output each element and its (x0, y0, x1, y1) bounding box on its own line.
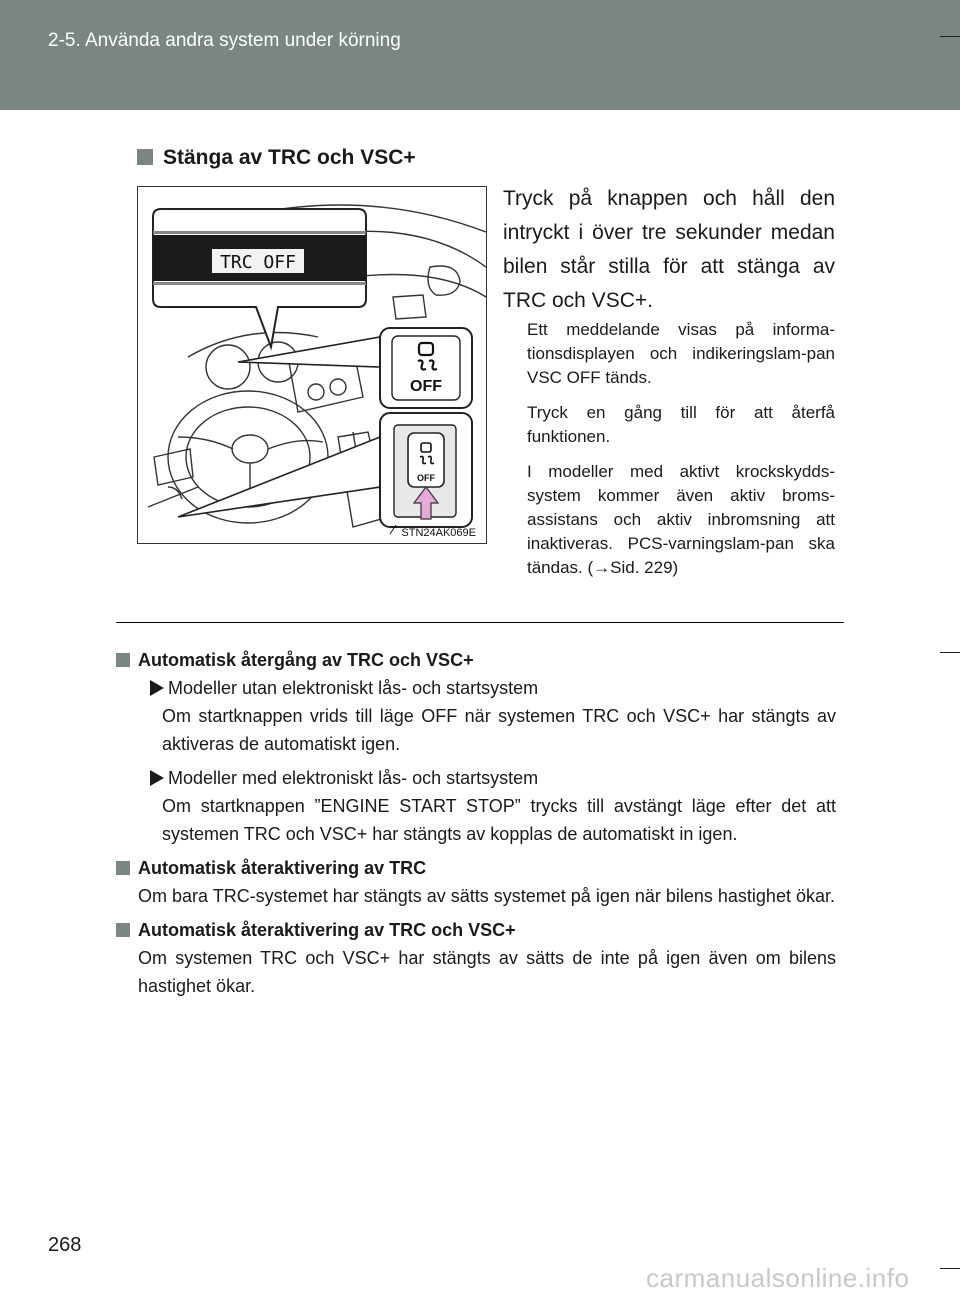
crop-mark (940, 1268, 960, 1269)
notes (527, 318, 835, 591)
trc-off-display-text: TRC OFF (220, 252, 296, 273)
figure-code: STN24AK069E (401, 527, 476, 539)
info-heading (116, 916, 836, 944)
switch-off-label: OFF (417, 473, 435, 483)
info-subheading-text: Modeller utan elektroniskt lås- och startsystem (168, 678, 539, 698)
square-bullet-icon (116, 923, 130, 937)
note-item: I modeller med aktivt krockskydds-system kommer även aktiv broms-assistans och aktiv inbromsning att inaktiveras. PCS-varningslam-pan ska tändas. (→Sid. 229) (527, 462, 835, 577)
square-bullet-icon (116, 653, 130, 667)
section-title (137, 146, 416, 170)
info-subheading (138, 764, 836, 792)
info-paragraph: Om startknappen vrids till läge OFF när systemen TRC och VSC+ har stängts av aktiveras de automatiskt igen. (162, 706, 836, 754)
dashboard-drawing (138, 187, 486, 543)
info-heading-text: Automatisk återaktivering av TRC och VSC+ (138, 920, 516, 940)
off-button-label: OFF (410, 378, 442, 395)
info-heading (116, 854, 836, 882)
triangle-bullet-icon (150, 770, 164, 786)
info-section (116, 646, 836, 1000)
page-header (0, 0, 960, 110)
info-heading (116, 646, 836, 674)
triangle-bullet-icon (150, 680, 164, 696)
note-item: Ett meddelande visas på informa-tionsdisplayen och indikeringslam-pan VSC OFF tänds. (527, 320, 835, 387)
instruction-text: Tryck på knappen och håll den intryckt i över tre sekunder medan bilen står stilla för att stänga av TRC och VSC+. (503, 187, 835, 312)
info-paragraph: Om bara TRC-systemet har stängts av sätts systemet på igen när bilens hastighet ökar. (138, 886, 835, 906)
info-paragraph: Om startknappen ”ENGINE START STOP” trycks till avstängt läge efter det att systemen TRC och VSC+ har stängts av kopplas de automatiskt in igen. (162, 796, 836, 844)
info-heading-text: Automatisk återgång av TRC och VSC+ (138, 650, 474, 670)
note-item: Tryck en gång till för att återfå funktionen. (527, 403, 835, 446)
page-number: 268 (48, 1234, 82, 1256)
info-heading-text: Automatisk återaktivering av TRC (138, 858, 427, 878)
info-subheading-text: Modeller med elektroniskt lås- och startsystem (168, 768, 539, 788)
divider (116, 622, 844, 623)
square-bullet-icon (137, 149, 153, 165)
dashboard-illustration (137, 186, 487, 544)
watermark: carmanualsonline.info (646, 1263, 910, 1293)
square-bullet-icon (116, 861, 130, 875)
info-paragraph: Om systemen TRC och VSC+ har stängts av sätts de inte på igen även om bilens hastighet ökar. (138, 948, 836, 996)
section-title-text: Stänga av TRC och VSC+ (163, 146, 416, 169)
info-subheading (138, 674, 836, 702)
crop-mark (940, 652, 960, 653)
crop-mark (940, 36, 960, 37)
section-breadcrumb: 2-5. Använda andra system under körning (48, 30, 401, 51)
